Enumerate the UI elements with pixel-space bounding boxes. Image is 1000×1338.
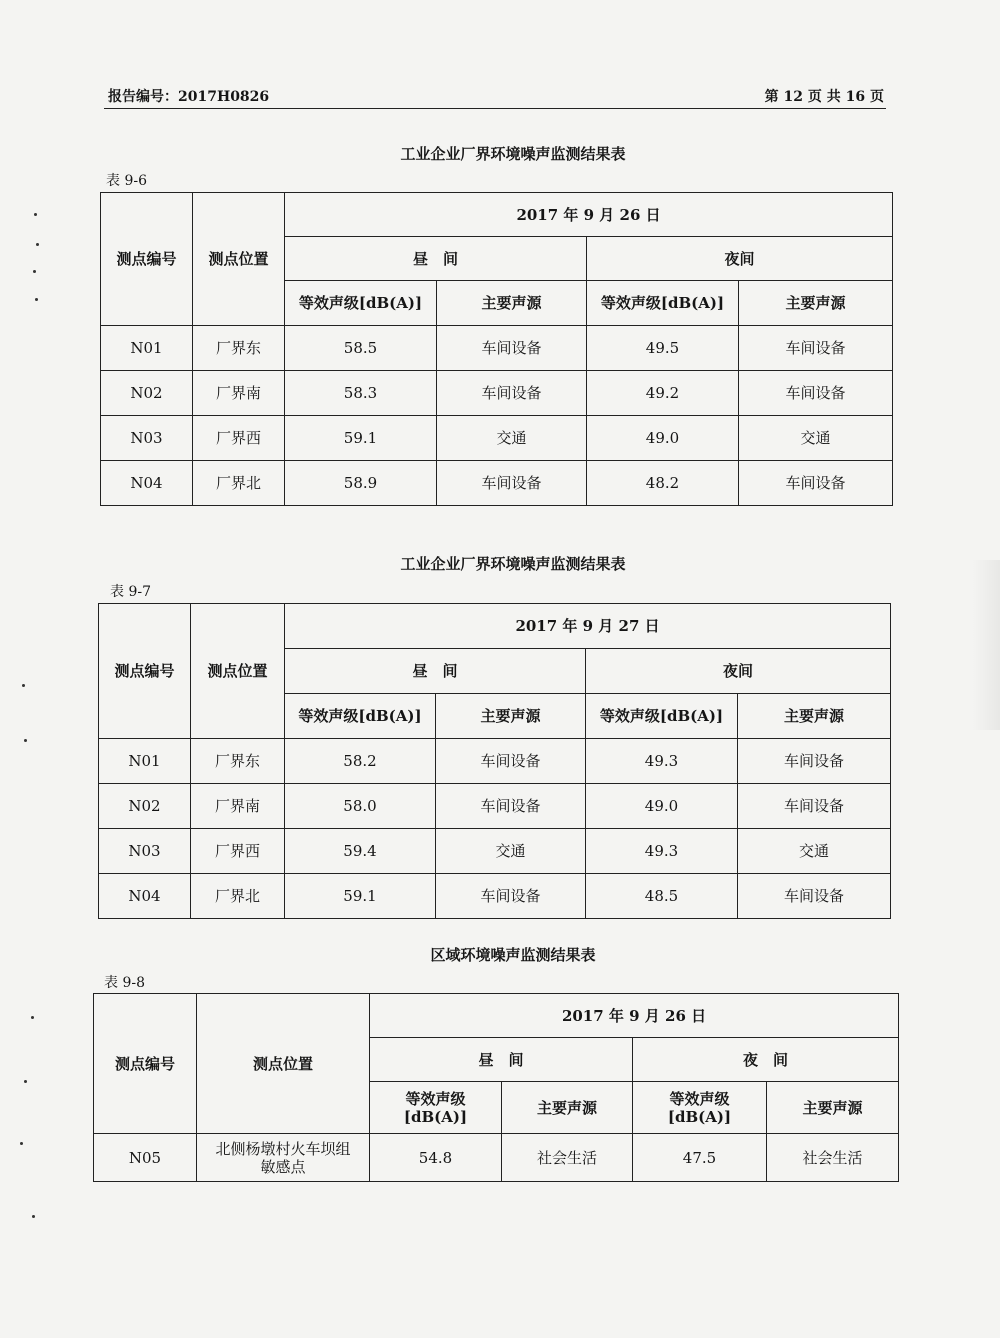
point-location-cell: 厂界北 <box>191 874 285 919</box>
header-day-leq <box>370 1082 502 1134</box>
binding-hole-mark <box>24 1080 27 1083</box>
night-source-cell: 社会生活 <box>767 1134 899 1182</box>
binding-hole-mark <box>36 243 39 246</box>
night-source-cell: 车间设备 <box>739 371 893 416</box>
binding-hole-mark <box>35 298 38 301</box>
header-night-source: 主要声源 <box>738 694 891 739</box>
day-leq-cell: 58.5 <box>285 326 437 371</box>
location-line-1: 北侧杨墩村火车坝组 <box>215 1139 351 1158</box>
night-leq-cell: 49.2 <box>587 371 739 416</box>
header-night-source: 主要声源 <box>739 281 893 326</box>
header-point-no: 测点编号 <box>99 604 191 739</box>
table-row <box>94 1134 899 1182</box>
table-row <box>101 371 893 416</box>
point-location-cell: 厂界西 <box>191 829 285 874</box>
day-source-cell: 车间设备 <box>437 326 587 371</box>
day-leq-cell: 59.1 <box>285 416 437 461</box>
binding-hole-mark <box>22 684 25 687</box>
table-9-8 <box>93 993 899 1182</box>
night-source-cell: 车间设备 <box>739 461 893 506</box>
header-nighttime: 夜间 <box>587 237 893 281</box>
day-source-cell: 交通 <box>436 829 586 874</box>
day-source-cell: 车间设备 <box>436 739 586 784</box>
day-source-cell: 车间设备 <box>437 371 587 416</box>
point-location-cell: 厂界南 <box>193 371 285 416</box>
day-leq-cell: 59.1 <box>285 874 436 919</box>
day-source-cell: 社会生活 <box>502 1134 633 1182</box>
night-source-cell: 交通 <box>739 416 893 461</box>
header-nighttime: 夜 间 <box>633 1038 899 1082</box>
night-leq-cell: 49.3 <box>586 739 738 784</box>
header-date: 2017 年 9 月 26 日 <box>370 994 899 1038</box>
location-line-2: 敏感点 <box>260 1157 306 1176</box>
binding-hole-mark <box>32 1215 35 1218</box>
day-leq-cell: 58.9 <box>285 461 437 506</box>
leq-label: 等效声级 <box>669 1089 730 1108</box>
night-leq-cell: 47.5 <box>633 1134 767 1182</box>
binding-hole-mark <box>31 1016 34 1019</box>
header-nighttime: 夜间 <box>586 649 891 694</box>
night-leq-cell: 49.0 <box>587 416 739 461</box>
point-no-cell: N02 <box>101 371 193 416</box>
header-point-no: 测点编号 <box>94 994 197 1134</box>
report-number: 报告编号：2017H0826 <box>108 89 270 105</box>
header-daytime: 昼 间 <box>285 649 586 694</box>
header-date: 2017 年 9 月 26 日 <box>285 193 893 237</box>
table-9-6-title: 工业企业厂界环境噪声监测结果表 <box>400 145 626 163</box>
table-row <box>101 326 893 371</box>
binding-hole-mark <box>33 270 36 273</box>
day-leq-cell: 58.0 <box>285 784 436 829</box>
point-no-cell: N04 <box>99 874 191 919</box>
table-9-6 <box>100 192 893 506</box>
table-row <box>99 874 891 919</box>
header-night-leq: 等效声级[dB(A)] <box>587 281 739 326</box>
day-leq-cell: 58.2 <box>285 739 436 784</box>
night-leq-cell: 49.5 <box>587 326 739 371</box>
header-day-source: 主要声源 <box>502 1082 633 1134</box>
leq-unit: [dB(A)] <box>667 1107 732 1126</box>
header-date: 2017 年 9 月 27 日 <box>285 604 891 649</box>
point-no-cell: N04 <box>101 461 193 506</box>
table-9-6-label: 表 9-6 <box>106 173 147 189</box>
night-leq-cell: 48.5 <box>586 874 738 919</box>
point-location-cell: 厂界南 <box>191 784 285 829</box>
day-source-cell: 交通 <box>437 416 587 461</box>
night-source-cell: 车间设备 <box>738 784 891 829</box>
leq-unit: [dB(A)] <box>403 1107 468 1126</box>
day-source-cell: 车间设备 <box>436 874 586 919</box>
point-location-cell: 厂界西 <box>193 416 285 461</box>
point-location-cell <box>197 1134 370 1182</box>
header-day-leq: 等效声级[dB(A)] <box>285 694 436 739</box>
page-edge-shadow <box>972 560 1000 730</box>
point-no-cell: N02 <box>99 784 191 829</box>
table-row <box>99 784 891 829</box>
night-leq-cell: 48.2 <box>587 461 739 506</box>
point-location-cell: 厂界东 <box>193 326 285 371</box>
night-source-cell: 车间设备 <box>738 739 891 784</box>
day-source-cell: 车间设备 <box>437 461 587 506</box>
table-row <box>101 461 893 506</box>
point-no-cell: N01 <box>99 739 191 784</box>
point-no-cell: N03 <box>101 416 193 461</box>
point-location-cell: 厂界东 <box>191 739 285 784</box>
header-night-leq: 等效声级[dB(A)] <box>586 694 738 739</box>
night-leq-cell: 49.3 <box>586 829 738 874</box>
table-row <box>99 829 891 874</box>
header-point-no: 测点编号 <box>101 193 193 326</box>
page-number: 第 12 页 共 16 页 <box>764 89 884 105</box>
night-source-cell: 车间设备 <box>738 874 891 919</box>
day-leq-cell: 59.4 <box>285 829 436 874</box>
point-no-cell: N05 <box>94 1134 197 1182</box>
header-day-source: 主要声源 <box>437 281 587 326</box>
header-night-leq <box>633 1082 767 1134</box>
header-night-source: 主要声源 <box>767 1082 899 1134</box>
leq-label: 等效声级 <box>405 1089 466 1108</box>
header-daytime: 昼 间 <box>285 237 587 281</box>
night-source-cell: 交通 <box>738 829 891 874</box>
day-leq-cell: 58.3 <box>285 371 437 416</box>
table-row <box>101 416 893 461</box>
header-point-location: 测点位置 <box>197 994 370 1134</box>
table-row <box>99 739 891 784</box>
table-9-7 <box>98 603 891 919</box>
day-leq-cell: 54.8 <box>370 1134 502 1182</box>
header-daytime: 昼 间 <box>370 1038 633 1082</box>
table-9-7-title: 工业企业厂界环境噪声监测结果表 <box>400 555 626 573</box>
header-day-leq: 等效声级[dB(A)] <box>285 281 437 326</box>
day-source-cell: 车间设备 <box>436 784 586 829</box>
table-9-8-label: 表 9-8 <box>104 975 145 991</box>
binding-hole-mark <box>34 213 37 216</box>
binding-hole-mark <box>20 1142 23 1145</box>
header-day-source: 主要声源 <box>436 694 586 739</box>
night-leq-cell: 49.0 <box>586 784 738 829</box>
header-point-location: 测点位置 <box>191 604 285 739</box>
table-9-8-title: 区域环境噪声监测结果表 <box>430 946 596 964</box>
header-divider <box>104 108 886 109</box>
point-no-cell: N01 <box>101 326 193 371</box>
binding-hole-mark <box>24 739 27 742</box>
point-no-cell: N03 <box>99 829 191 874</box>
point-location-cell: 厂界北 <box>193 461 285 506</box>
table-9-7-label: 表 9-7 <box>110 584 151 600</box>
night-source-cell: 车间设备 <box>739 326 893 371</box>
header-point-location: 测点位置 <box>193 193 285 326</box>
